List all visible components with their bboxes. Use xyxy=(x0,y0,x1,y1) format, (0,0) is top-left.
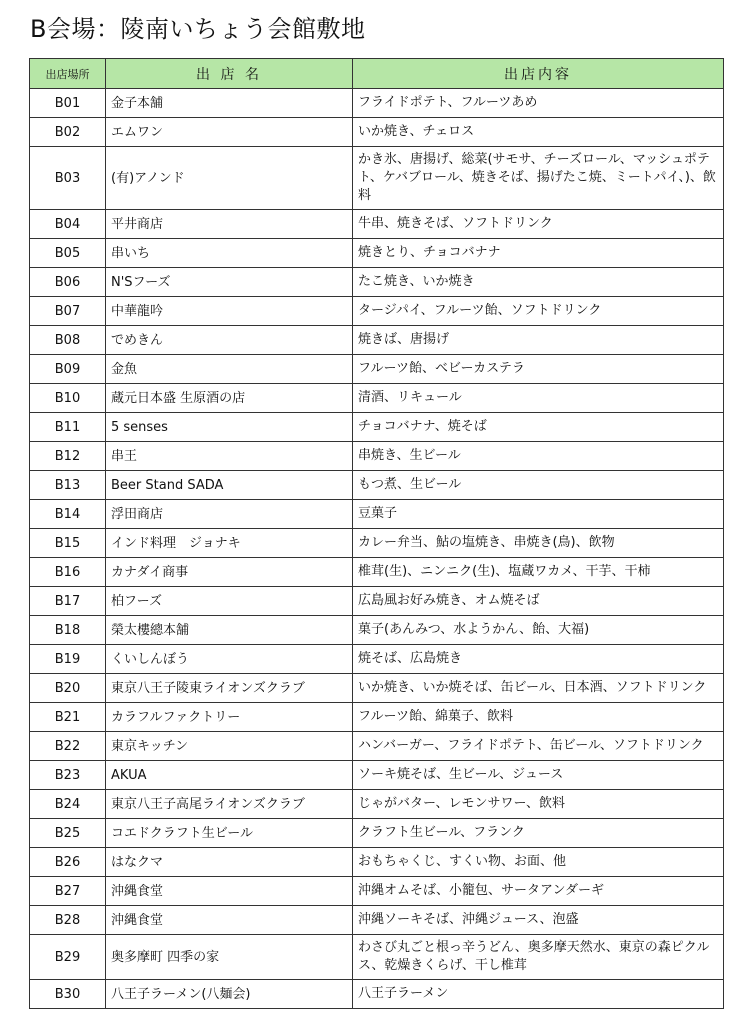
row-items: もつ煮、生ビール xyxy=(353,471,724,500)
table-row xyxy=(30,529,724,558)
table-row xyxy=(30,645,724,674)
row-vendor-name: 東京キッチン xyxy=(106,732,353,761)
page-title: B会場：陵南いちょう会館敷地 xyxy=(30,15,366,43)
row-items: たこ焼き、いか焼き xyxy=(353,268,724,297)
table-row xyxy=(30,980,724,1009)
row-items: フルーツ飴、ベビーカステラ xyxy=(353,355,724,384)
table-row xyxy=(30,89,724,118)
table-row xyxy=(30,616,724,645)
row-location: B02 xyxy=(30,118,106,147)
row-items: カレー弁当、鮎の塩焼き、串焼き(鳥)、飲物 xyxy=(353,529,724,558)
table-row xyxy=(30,790,724,819)
row-location: B14 xyxy=(30,500,106,529)
row-vendor-name: 平井商店 xyxy=(106,210,353,239)
row-items: タージパイ、フルーツ飴、ソフトドリンク xyxy=(353,297,724,326)
table-row xyxy=(30,355,724,384)
vendor-table xyxy=(29,58,724,1009)
table-body xyxy=(30,89,724,1009)
table-row xyxy=(30,848,724,877)
table-row xyxy=(30,558,724,587)
row-location: B30 xyxy=(30,980,106,1009)
table-row xyxy=(30,935,724,980)
row-items: いか焼き、チェロス xyxy=(353,118,724,147)
table-row xyxy=(30,326,724,355)
row-vendor-name: N'Sフーズ xyxy=(106,268,353,297)
table-row xyxy=(30,118,724,147)
row-location: B19 xyxy=(30,645,106,674)
row-items: 沖縄ソーキそば、沖縄ジュース、泡盛 xyxy=(353,906,724,935)
row-items: 広島風お好み焼き、オム焼そば xyxy=(353,587,724,616)
row-vendor-name: 東京八王子陵東ライオンズクラブ xyxy=(106,674,353,703)
table-row xyxy=(30,442,724,471)
row-location: B08 xyxy=(30,326,106,355)
row-location: B25 xyxy=(30,819,106,848)
row-items: 牛串、焼きそば、ソフトドリンク xyxy=(353,210,724,239)
row-items: 菓子(あんみつ、水ようかん、飴、大福) xyxy=(353,616,724,645)
row-location: B18 xyxy=(30,616,106,645)
row-location: B07 xyxy=(30,297,106,326)
row-items: ハンバーガー、フライドポテト、缶ビール、ソフトドリンク xyxy=(353,732,724,761)
row-location: B16 xyxy=(30,558,106,587)
row-items: 豆菓子 xyxy=(353,500,724,529)
row-vendor-name: 八王子ラーメン(八麺会) xyxy=(106,980,353,1009)
row-vendor-name: Beer Stand SADA xyxy=(106,471,353,500)
table-row xyxy=(30,297,724,326)
row-items: 椎茸(生)、ニンニク(生)、塩蔵ワカメ、干芋、干柿 xyxy=(353,558,724,587)
row-location: B28 xyxy=(30,906,106,935)
row-items: わさび丸ごと根っ辛うどん、奥多摩天然水、東京の森ピクルス、乾燥きくらげ、干し椎茸 xyxy=(353,935,724,980)
row-vendor-name: 柏フーズ xyxy=(106,587,353,616)
row-location: B01 xyxy=(30,89,106,118)
row-vendor-name: くいしんぼう xyxy=(106,645,353,674)
row-vendor-name: 東京八王子高尾ライオンズクラブ xyxy=(106,790,353,819)
row-vendor-name: インド料理 ジョナキ xyxy=(106,529,353,558)
row-vendor-name: はなクマ xyxy=(106,848,353,877)
table-row xyxy=(30,239,724,268)
row-items: かき氷、唐揚げ、総菜(サモサ、チーズロール、マッシュポテト、ケバブロール、焼きそば、揚げたこ焼、ミートパイ、)、飲料 xyxy=(353,147,724,210)
table-row xyxy=(30,500,724,529)
table-row xyxy=(30,384,724,413)
table-row xyxy=(30,147,724,210)
table-header-row xyxy=(30,59,724,89)
row-location: B17 xyxy=(30,587,106,616)
table-row xyxy=(30,587,724,616)
row-vendor-name: 串王 xyxy=(106,442,353,471)
row-items: 焼そば、広島焼き xyxy=(353,645,724,674)
row-location: B26 xyxy=(30,848,106,877)
row-vendor-name: 沖縄食堂 xyxy=(106,877,353,906)
row-vendor-name: コエドクラフト生ビール xyxy=(106,819,353,848)
row-location: B12 xyxy=(30,442,106,471)
table-row xyxy=(30,761,724,790)
row-location: B10 xyxy=(30,384,106,413)
row-vendor-name: 沖縄食堂 xyxy=(106,906,353,935)
row-vendor-name: 金魚 xyxy=(106,355,353,384)
row-vendor-name: 浮田商店 xyxy=(106,500,353,529)
row-location: B22 xyxy=(30,732,106,761)
row-location: B29 xyxy=(30,935,106,980)
row-vendor-name: 榮太樓總本舗 xyxy=(106,616,353,645)
row-items: チョコバナナ、焼そば xyxy=(353,413,724,442)
row-vendor-name: (有)アノンド xyxy=(106,147,353,210)
row-vendor-name: エムワン xyxy=(106,118,353,147)
row-location: B13 xyxy=(30,471,106,500)
table-row xyxy=(30,877,724,906)
header-name: 出 店 名 xyxy=(106,59,353,89)
row-vendor-name: 蔵元日本盛 生原酒の店 xyxy=(106,384,353,413)
table-row xyxy=(30,819,724,848)
row-vendor-name: 奥多摩町 四季の家 xyxy=(106,935,353,980)
row-location: B24 xyxy=(30,790,106,819)
row-vendor-name: 金子本舗 xyxy=(106,89,353,118)
row-items: 焼きば、唐揚げ xyxy=(353,326,724,355)
row-items: 焼きとり、チョコバナナ xyxy=(353,239,724,268)
row-location: B27 xyxy=(30,877,106,906)
table-row xyxy=(30,906,724,935)
table-row xyxy=(30,703,724,732)
row-vendor-name: カラフルファクトリー xyxy=(106,703,353,732)
row-vendor-name: 5 senses xyxy=(106,413,353,442)
table-row xyxy=(30,268,724,297)
row-items: いか焼き、いか焼そば、缶ビール、日本酒、ソフトドリンク xyxy=(353,674,724,703)
row-vendor-name: AKUA xyxy=(106,761,353,790)
table-row xyxy=(30,210,724,239)
row-items: 清酒、リキュール xyxy=(353,384,724,413)
row-items: ソーキ焼そば、生ビール、ジュース xyxy=(353,761,724,790)
row-items: クラフト生ビール、フランク xyxy=(353,819,724,848)
row-location: B06 xyxy=(30,268,106,297)
row-items: 串焼き、生ビール xyxy=(353,442,724,471)
header-items: 出店内容 xyxy=(353,59,724,89)
row-items: じゃがバター、レモンサワー、飲料 xyxy=(353,790,724,819)
row-items: 沖縄オムそば、小籠包、サータアンダーギ xyxy=(353,877,724,906)
table-row xyxy=(30,471,724,500)
row-vendor-name: 中華龍吟 xyxy=(106,297,353,326)
row-location: B23 xyxy=(30,761,106,790)
row-location: B21 xyxy=(30,703,106,732)
table-row xyxy=(30,674,724,703)
table-row xyxy=(30,732,724,761)
table-row xyxy=(30,413,724,442)
row-items: おもちゃくじ、すくい物、お面、他 xyxy=(353,848,724,877)
row-location: B15 xyxy=(30,529,106,558)
row-location: B11 xyxy=(30,413,106,442)
row-location: B04 xyxy=(30,210,106,239)
row-location: B20 xyxy=(30,674,106,703)
row-location: B05 xyxy=(30,239,106,268)
row-items: フルーツ飴、綿菓子、飲料 xyxy=(353,703,724,732)
row-items: フライドポテト、フルーツあめ xyxy=(353,89,724,118)
row-vendor-name: カナダイ商事 xyxy=(106,558,353,587)
header-location: 出店場所 xyxy=(30,59,106,89)
row-location: B09 xyxy=(30,355,106,384)
row-vendor-name: でめきん xyxy=(106,326,353,355)
row-items: 八王子ラーメン xyxy=(353,980,724,1009)
row-location: B03 xyxy=(30,147,106,210)
row-vendor-name: 串いち xyxy=(106,239,353,268)
